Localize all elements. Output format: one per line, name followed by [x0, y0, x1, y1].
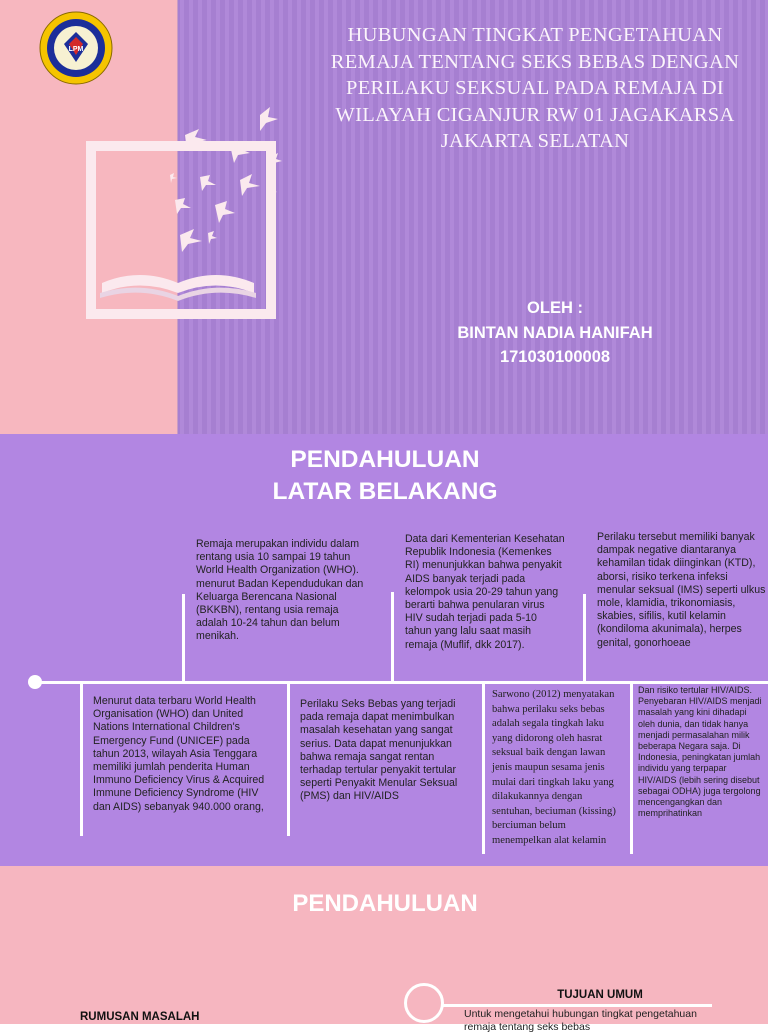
- connector-up-2: [391, 592, 394, 682]
- timeline-axis: [34, 681, 768, 684]
- connector-up-3: [583, 594, 586, 682]
- author-student-id: 171030100008: [499, 348, 611, 366]
- timeline-item-dampak: Perilaku tersebut memiliki banyak dampak negative diantaranya kehamilan tidak diinginkan (KTD), aborsi, risiko terkena infeksi menular seksual (IMS) seperti ulkus mole, klamidia, trikonomiasis, skabies, sifilis, kutil kelamin (kondiloma akunimala), herpes genital, gonorhoeae: [597, 531, 766, 649]
- heading-latar-belakang: LATAR BELAKANG: [272, 478, 498, 505]
- tujuan-umum-label: TUJUAN UMUM: [557, 989, 643, 1001]
- university-logo: [38, 10, 114, 86]
- third-slide: [0, 866, 768, 1033]
- presentation-title: HUBUNGAN TINGKAT PENGETAHUAN REMAJA TENTANG SEKS BEBAS DENGAN PERILAKU SEKSUAL PADA REMAJA DI WILAYAH CIGANJUR RW 01 JAGAKARSA JAKARTA SELATAN: [330, 24, 740, 152]
- rumusan-masalah-label: RUMUSAN MASALAH: [80, 1011, 200, 1023]
- timeline-item-sarwono: Sarwono (2012) menyatakan bahwa perilaku seks bebas adalah segala tingkah laku yang didorong oleh hasrat seksual baik dengan lawan jenis maupun sesama jenis mulai dari tingkah laku yang dilakukannya dengan sentuhan, beciuman (kissing) berciuman belum menempelkan alat kelamin: [492, 689, 616, 846]
- timeline-item-seks-bebas: Perilaku Seks Bebas yang terjadi pada remaja dapat menimbulkan masalah kesehatan yang sangat serius. Data dapat menunjukkan bahwa remaja sangat rentan terhadap tertular penyakit tertular seperti Penyakit Menular Seksual (PMS) dan HIV/AIDS: [300, 698, 458, 803]
- timeline-item-unicef: Menurut data terbaru World Health Organisation (WHO) dan United Nations International Children's Emergency Fund (UNICEF) pada tahun 2013, wilayah Asia Tenggara memiliki jumlah penderita Human Immuno Deficiency Virus & Acquired Immune Deficiency Syndrome (HIV dan AIDS) sebanyak 940.000 orang,: [93, 695, 265, 813]
- connector-down-1: [80, 684, 83, 836]
- author-name: BINTAN NADIA HANIFAH: [457, 323, 653, 342]
- title-slide: [0, 0, 768, 434]
- book-and-birds-illustration: [80, 95, 300, 325]
- author-label: OLEH :: [527, 299, 583, 317]
- connector-down-3: [482, 684, 485, 854]
- timeline-start-dot: [28, 675, 42, 689]
- connector-down-4: [630, 684, 633, 854]
- heading-pendahuluan: PENDAHULUAN: [290, 446, 480, 473]
- timeline-item-hiv-aids: Dan risiko tertular HIV/AIDS. Penyebaran HIV/AIDS menjadi masalah yang kini dihadapi oleh dunia, dan tidak hanya menjadi permasalahan milik beberapa Negara saja. Di Indonesia, peningkatan jumlah individu yang terpapar HIV/AIDS (lebih sering disebut sebagai ODHA) juga tergolong mencengangkan dan memprihatinkan: [638, 685, 762, 819]
- third-slide-heading: PENDAHULUAN: [292, 890, 478, 917]
- connector-up-1: [182, 594, 185, 682]
- tujuan-umum-text: Untuk mengetahui hubungan tingkat pengetahuan remaja tentang seks bebas: [464, 1008, 697, 1033]
- connector-down-2: [287, 684, 290, 836]
- timeline-heading: [200, 444, 570, 508]
- timeline-item-kemenkes: Data dari Kementerian Kesehatan Republik Indonesia (Kemenkes RI) menunjukkan bahwa penyakit AIDS banyak terjadi pada kelompok usia 20-29 tahun yang berarti bahwa penularan virus HIV sudah terjadi pada 5-10 tahun yang lalu saat masih remaja (Muflif, dkk 2017).: [405, 533, 565, 651]
- svg-text:LPM: LPM: [68, 46, 84, 53]
- tujuan-circle-marker: [404, 983, 444, 1023]
- tujuan-divider: [442, 1004, 712, 1007]
- timeline-slide: [0, 434, 768, 866]
- author-block: [420, 296, 690, 370]
- timeline-item-who-age: Remaja merupakan individu dalam rentang usia 10 sampai 19 tahun World Health Organization (WHO). menurut Badan Kependudukan dan Keluarga Berencana Nasional (BKKBN), rentang usia remaja adalah 10-24 tahun dan belum menikah.: [196, 538, 364, 643]
